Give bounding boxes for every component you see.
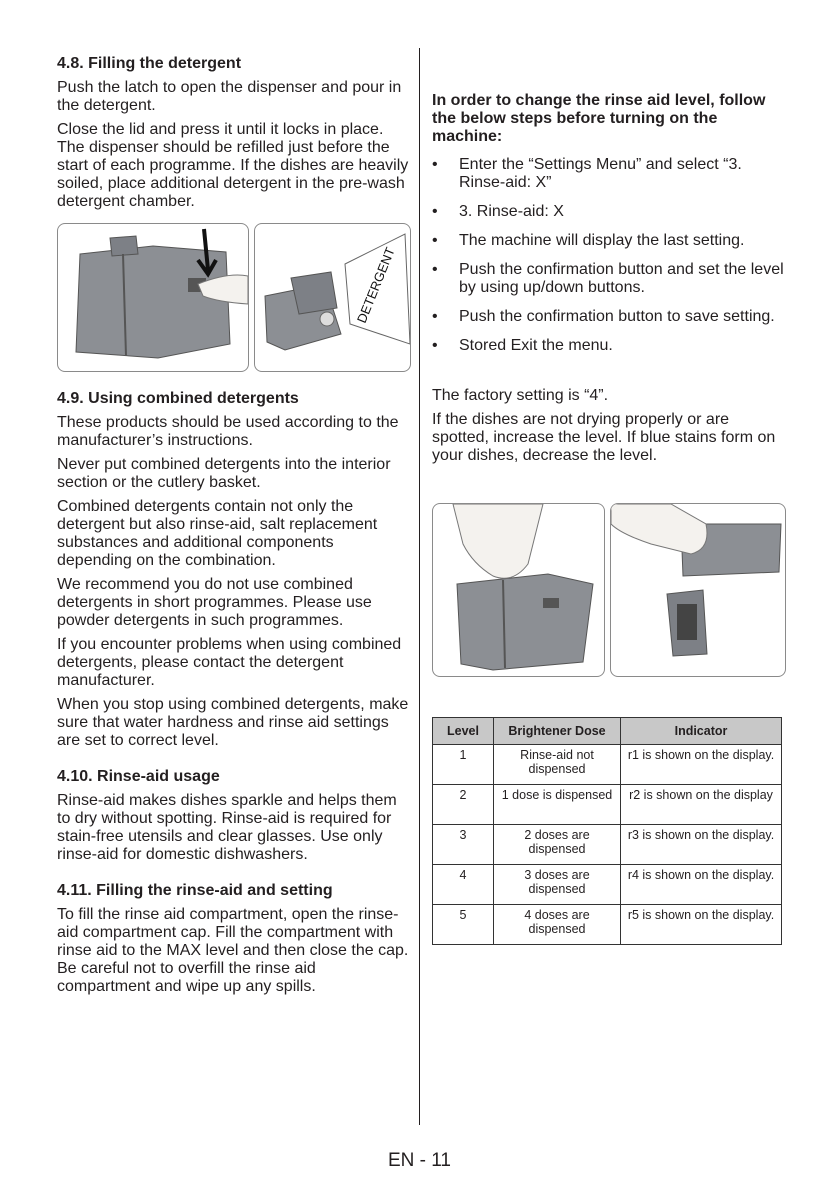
table-row: [433, 865, 782, 905]
list-item: • The machine will display the last setting.: [432, 232, 745, 249]
cell: Rinse-aid not dispensed: [494, 745, 621, 785]
cell: r3 is shown on the display.: [621, 825, 782, 865]
right-column: [432, 92, 784, 945]
column-divider: [419, 48, 420, 1125]
detergent-pack-label: DETERGENT: [353, 245, 398, 326]
cell: 1: [433, 745, 494, 785]
cell: 5: [433, 905, 494, 945]
cell: 4: [433, 865, 494, 905]
table-row: [433, 745, 782, 785]
paragraph: Push the latch to open the dispenser and pour in the detergent.: [57, 79, 402, 114]
rinse-aid-illustrations: [432, 503, 784, 677]
detergent-illustrations: [57, 223, 409, 372]
section-heading-filling-rinse-aid: 4.11. Filling the rinse-aid and setting: [57, 882, 333, 899]
table-row: [433, 785, 782, 825]
cell: r2 is shown on the display: [621, 785, 782, 825]
section-heading-filling-detergent: 4.8. Filling the detergent: [57, 55, 242, 72]
paragraph: These products should be used according to the manufacturer’s instructions.: [57, 414, 399, 449]
list-item: • Push the confirmation button and set the level by using up/down buttons.: [432, 261, 784, 296]
paragraph: If the dishes are not drying properly or are spotted, increase the level. If blue stains form on your dishes, decrease the level.: [432, 411, 776, 464]
section-heading-combined-detergents: 4.9. Using combined detergents: [57, 390, 299, 407]
left-column: [57, 55, 409, 1002]
table-row: [433, 905, 782, 945]
list-item: • 3. Rinse-aid: X: [432, 203, 564, 220]
list-item: • Enter the “Settings Menu” and select “3. Rinse-aid: X”: [432, 156, 742, 191]
illustration-pouring-detergent: [254, 223, 411, 372]
illustration-filling-rinse-aid: [610, 503, 786, 677]
cell: 4 doses are dispensed: [494, 905, 621, 945]
paragraph: When you stop using combined detergents, make sure that water hardness and rinse aid settings are set to correct level.: [57, 696, 409, 749]
paragraph: Close the lid and press it until it locks in place. The dispenser should be refilled just before the start of each programme. If the dishes are heavily soiled, place additional detergent in the pre-wash detergent chamber.: [57, 121, 409, 210]
illustration-dispenser-latch: [57, 223, 249, 372]
paragraph: If you encounter problems when using combined detergents, please contact the detergent manufacturer.: [57, 636, 402, 689]
illustration-opening-rinse-aid-cap: [432, 503, 605, 677]
cell: 3: [433, 825, 494, 865]
cell: r5 is shown on the display.: [621, 905, 782, 945]
paragraph: We recommend you do not use combined detergents in short programmes. Please use powder detergents in such programmes.: [57, 576, 372, 629]
cell: r4 is shown on the display.: [621, 865, 782, 905]
table-header: Brightener Dose: [494, 718, 621, 745]
paragraph: Combined detergents contain not only the detergent but also rinse-aid, salt replacement substances and additional components depending on the combination.: [57, 498, 378, 569]
table-row: [433, 825, 782, 865]
factory-setting: The factory setting is “4”.: [432, 387, 609, 404]
paragraph: Never put combined detergents into the interior section or the cutlery basket.: [57, 456, 391, 491]
cell: r1 is shown on the display.: [621, 745, 782, 785]
list-item: • Push the confirmation button to save setting.: [432, 308, 775, 325]
paragraph: To fill the rinse aid compartment, open the rinse-aid compartment cap. Fill the compartment with rinse aid to the MAX level and then close the cap. Be careful not to overfill the rinse aid compartment and wipe up any spills.: [57, 906, 409, 995]
page-number: EN - 11: [387, 1150, 451, 1171]
table-header: Indicator: [621, 718, 782, 745]
rinse-aid-intro: In order to change the rinse aid level, follow the below steps before turning on the machine:: [432, 92, 766, 145]
rinse-aid-level-table: [432, 717, 782, 945]
section-heading-rinse-aid-usage: 4.10. Rinse-aid usage: [57, 768, 220, 785]
list-item: • Stored Exit the menu.: [432, 337, 613, 354]
cell: 2 doses are dispensed: [494, 825, 621, 865]
paragraph: Rinse-aid makes dishes sparkle and helps them to dry without spotting. Rinse-aid is required for stain-free utensils and clear glasses. Use only rinse-aid for domestic dishwashers.: [57, 792, 397, 863]
cell: 3 doses are dispensed: [494, 865, 621, 905]
cell: 1 dose is dispensed: [494, 785, 621, 825]
cell: 2: [433, 785, 494, 825]
table-header: Level: [433, 718, 494, 745]
